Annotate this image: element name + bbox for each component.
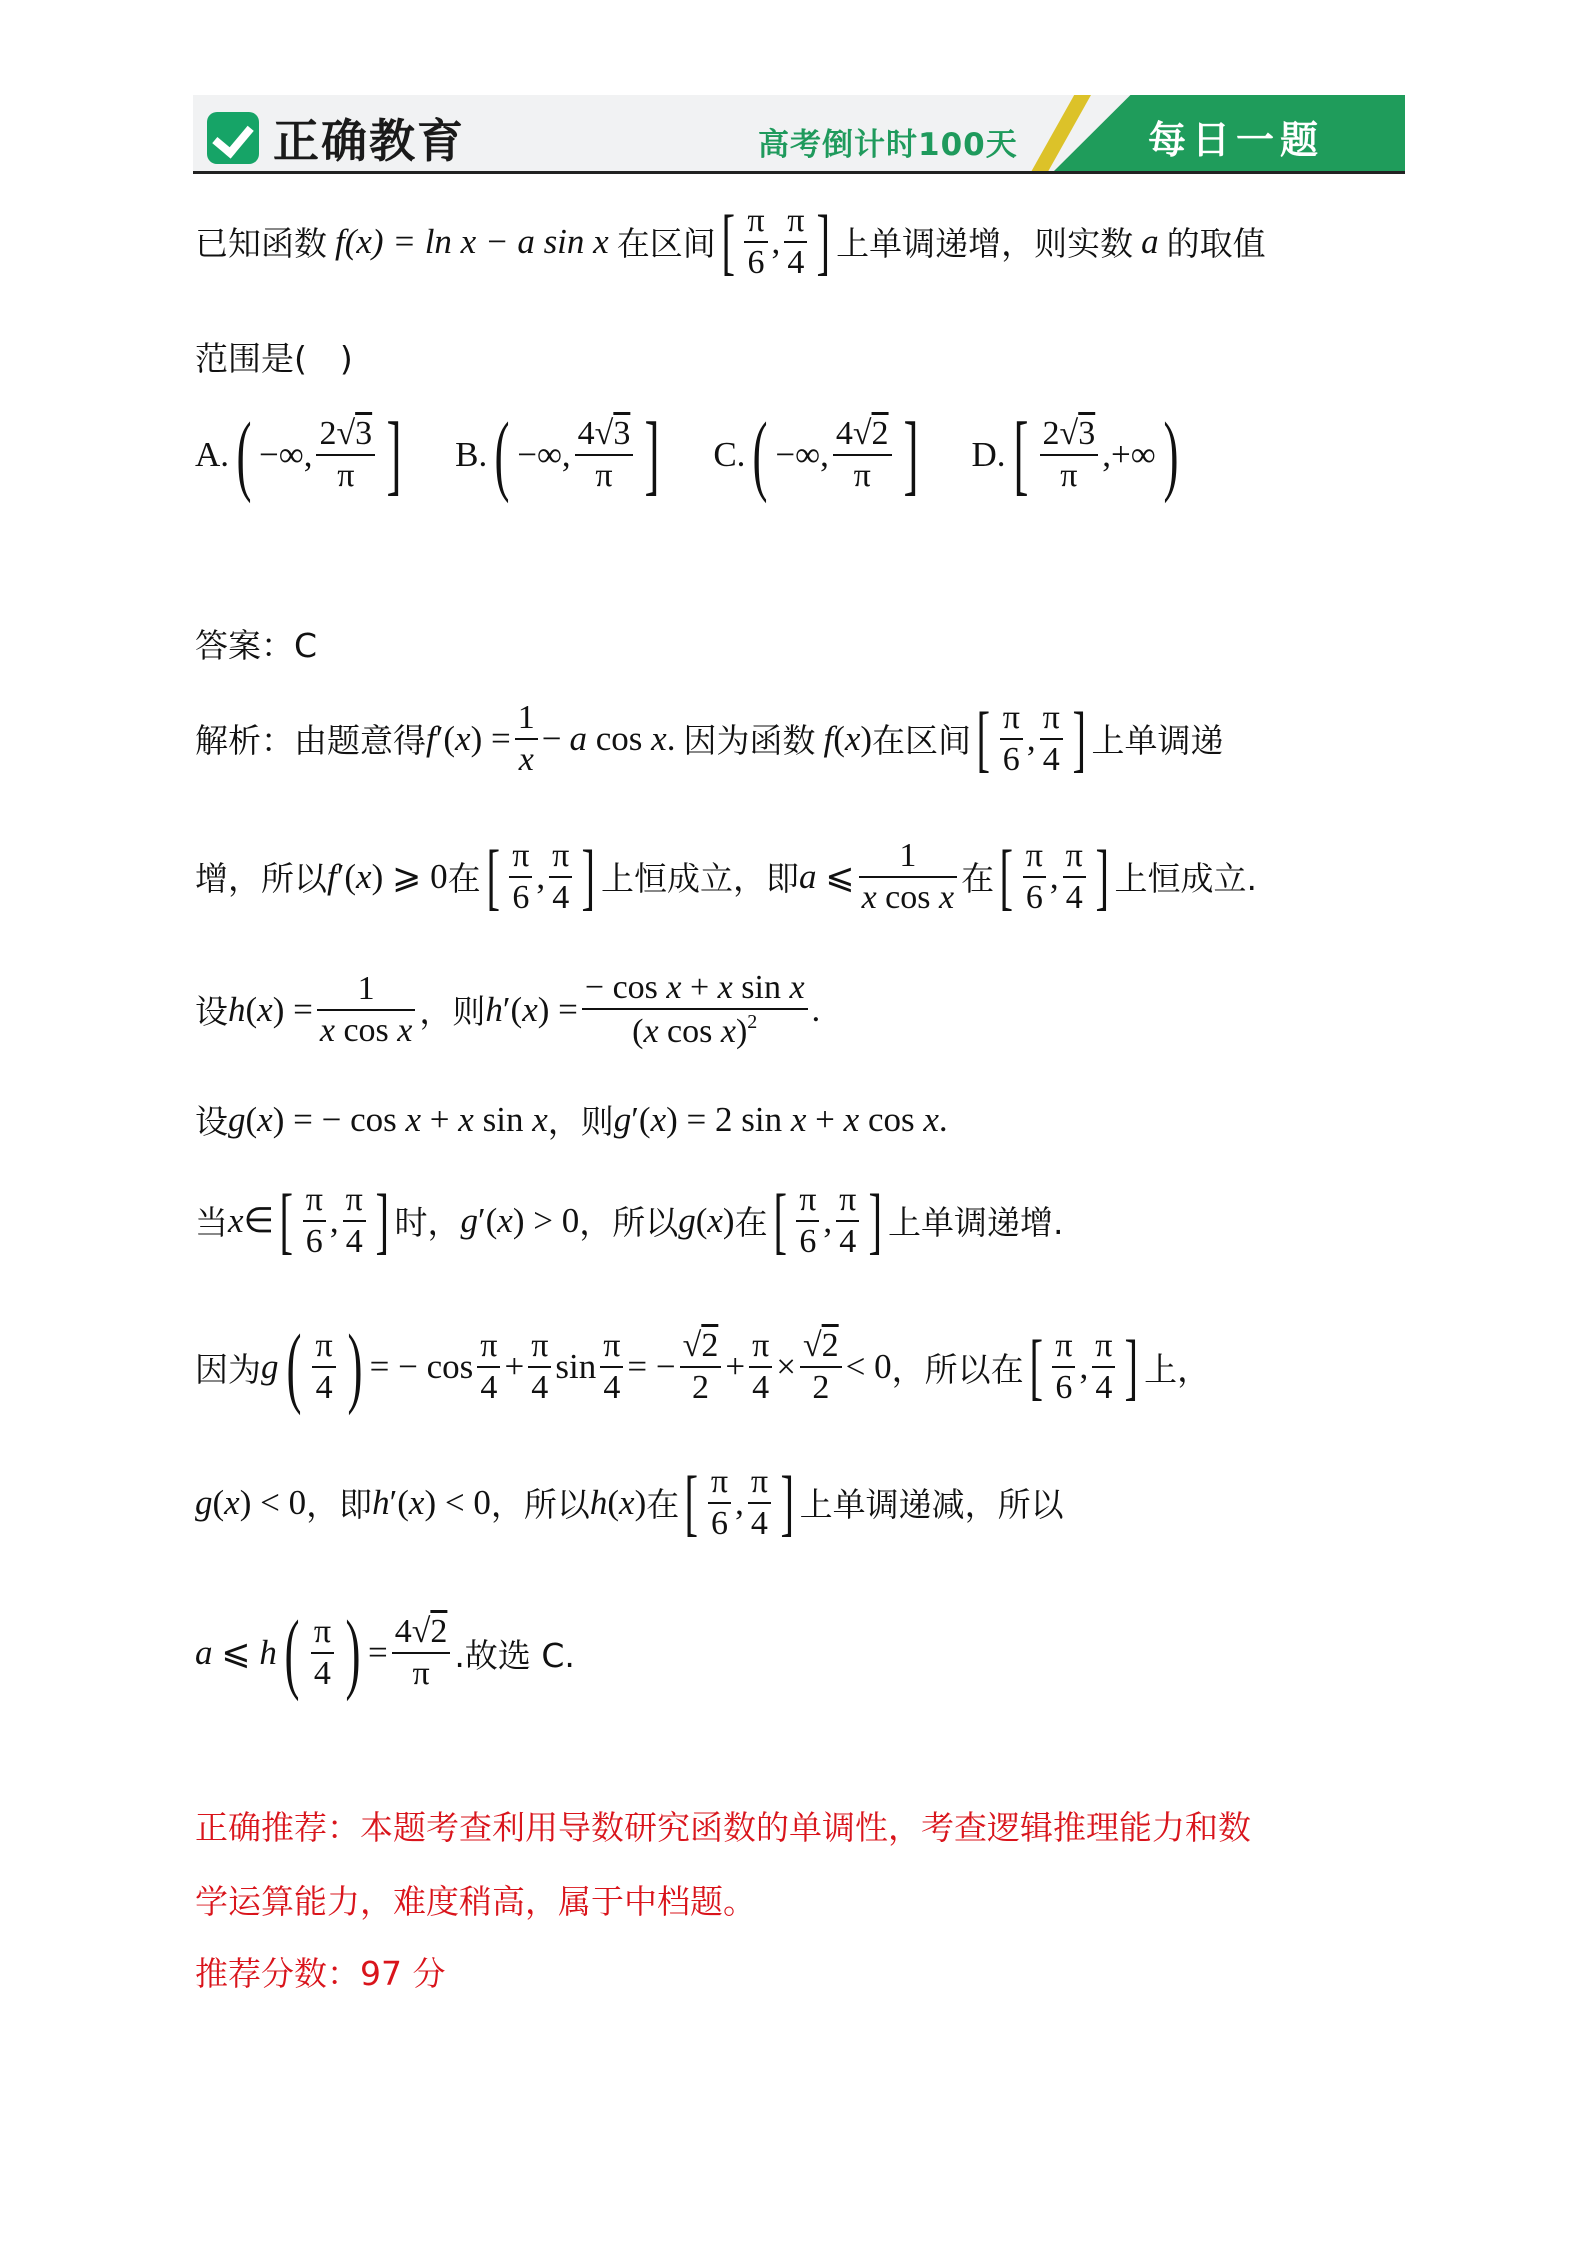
analysis-text: 因为 — [195, 1349, 261, 1389]
analysis-text: 因为函数 — [683, 721, 816, 761]
analysis-text: 设 — [195, 992, 228, 1032]
question-text-2: 在区间 — [616, 224, 716, 264]
analysis-text: 上， — [1144, 1349, 1211, 1389]
function-definition: f(x) = ln x − a sin x — [335, 221, 609, 261]
variable-a: a — [1141, 221, 1159, 261]
option-c-label: C. — [713, 435, 746, 474]
analysis-text: ，则 — [547, 1102, 614, 1141]
answer-line — [195, 620, 317, 667]
analysis-text: 上单调递增. — [887, 1203, 1064, 1243]
option-a-label: A. — [195, 435, 230, 474]
analysis-text: 在区间 — [872, 721, 972, 761]
analysis-line-6: 因为 g ( $\frac{\pi}{4}$ ) = − cos $\frac{\pi}{4}$ + $\frac{\pi}{4}$ sin $\frac{\pi}{4}$ = − $\frac{√2}{2}$ + $\frac{\pi}{4}$ × $\frac{√2}{2}$ < 0 ，所以在 [ $\frac{\pi}{6}$ , $\frac{\pi}{4}$ ] 上， — [195, 1317, 1211, 1416]
recommend-line-2 — [195, 1876, 756, 1923]
daily-question-label: 每日一题 — [1148, 118, 1325, 162]
analysis-text: 在 — [734, 1203, 768, 1243]
analysis-text: 上单调递 — [1091, 721, 1224, 761]
analysis-line-8: a ⩽ h ( $\frac{\pi}{4}$ ) = $\frac{4√2}{\pi}$ .故选 C. — [195, 1603, 575, 1702]
recommend-score — [195, 1948, 445, 1995]
recommend-text: 学运算能力，难度稍高，属于中档题。 — [195, 1882, 756, 1921]
analysis-text: 在 — [646, 1485, 680, 1525]
header-divider — [193, 171, 1405, 174]
question-text-5: 范围是( ) — [195, 339, 353, 378]
analysis-text: ，所以 — [490, 1485, 590, 1525]
analysis-text: 上恒成立. — [1114, 859, 1257, 899]
analysis-text: 解析：由题意得 — [195, 721, 426, 761]
checkmark-icon — [207, 112, 259, 164]
analysis-text: 上单调递减，所以 — [799, 1485, 1064, 1525]
analysis-text: 时， — [394, 1203, 461, 1243]
option-b-label: B. — [455, 435, 488, 474]
recommend-text: 正确推荐：本题考查利用导数研究函数的单调性，考查逻辑推理能力和数 — [195, 1808, 1251, 1847]
analysis-line-1: 解析：由题意得 f ′( x ) = $\frac{1}{x}$ − a cos x . 因为函数 f ( x ) 在区间 [ $\frac{\pi}{6}$ , $\frac{\pi}{4}$ ] 上单调递 — [195, 697, 1224, 780]
analysis-text: ，所以在 — [891, 1349, 1024, 1389]
analysis-line-2: 增，所以 f ′( x ) ⩾ 0 在 [ $\frac{\pi}{6}$ , $\frac{\pi}{4}$ ] 上恒成立，即 a ⩽ $\frac{1}{\text{x cos x}}$ 在 [ $\frac{\pi}{6}$ , $\frac{\pi}{4}$ ] 上恒成立. — [195, 835, 1257, 918]
analysis-line-7: g ( x ) < 0 ，即 h ′( x ) < 0 ，所以 h ( x ) 在 [ $\frac{\pi}{6}$ , $\frac{\pi}{4}$ ] 上单调递减，所以 — [195, 1461, 1064, 1544]
page-header — [193, 95, 1405, 172]
analysis-text: 设 — [195, 1102, 228, 1141]
recommend-line-1 — [195, 1802, 1251, 1849]
analysis-line-5: 当 x ∈ [ $\frac{\pi}{6}$ , $\frac{\pi}{4}$ ] 时， g ′( x ) > 0 ，所以 g ( x ) 在 [ $\frac{\pi}{6}$ , $\frac{\pi}{4}$ ] 上单调递增. — [195, 1179, 1064, 1262]
analysis-text: ，则 — [419, 992, 486, 1032]
analysis-text: 增，所以 — [195, 859, 327, 899]
analysis-line-3: 设 h ( x ) = $\frac{1}{\text{x cos x}}$ ，则 h ′( x ) = $\frac{\text{− cos x + x sin x}}{(x \cos x)^2}$ . — [195, 969, 821, 1050]
countdown-label: 高考倒计时100天 — [758, 127, 1018, 163]
option-d-label: D. — [971, 435, 1006, 474]
brand-logo — [207, 105, 465, 171]
analysis-text: ，所以 — [579, 1203, 679, 1243]
question-line-1: 已知函数 f(x) = ln x − a sin x 在区间 [ $\frac{\pi}{6}$ , $\frac{\pi}{4}$ ] 上单调递增，则实数 a 的取值 — [195, 200, 1266, 283]
analysis-text: 在 — [961, 859, 995, 899]
question-text-3: 上单调递增，则实数 — [836, 224, 1134, 264]
recommend-score-text: 推荐分数：97 分 — [195, 1954, 446, 1993]
logo-text: 正确教育 — [273, 114, 465, 168]
question-line-2 — [195, 333, 353, 380]
analysis-text: 当 — [195, 1203, 228, 1243]
analysis-text: 上恒成立，即 — [600, 859, 799, 899]
analysis-text: 在 — [447, 859, 481, 899]
analysis-line-4: 设 g ( x ) = − cos x + x sin x ，则 g ′( x ) = 2 sin x + x cos x . — [195, 1096, 948, 1143]
answer-text: 答案：C — [195, 626, 318, 665]
analysis-text: .故选 C. — [454, 1635, 575, 1675]
options-row: A. ( −∞, $\frac{2√3}{\pi}$ ] B. ( −∞, $\frac{4√3}{\pi}$ ] C. ( −∞, $\frac{4√2}{\pi}$ ] D. [ $\frac{2√3}{\pi}$ ,+∞ ) — [195, 405, 1179, 504]
question-text-4: 的取值 — [1166, 224, 1266, 264]
question-text-1: 已知函数 — [195, 224, 327, 264]
analysis-text: ，即 — [306, 1485, 373, 1525]
